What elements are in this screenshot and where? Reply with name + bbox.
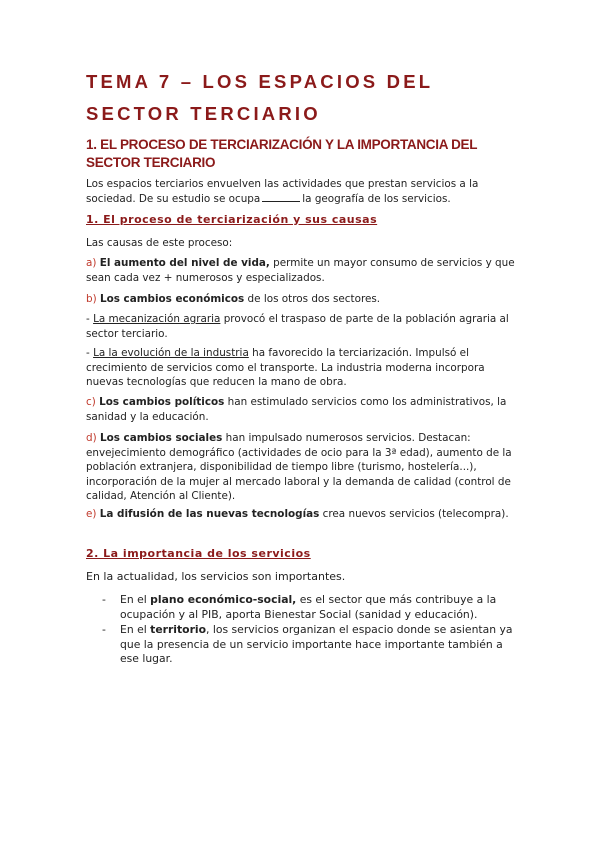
intro-paragraph xyxy=(86,177,516,206)
item-2-pre: En el xyxy=(120,623,151,636)
cause-a-text: permite un mayor consumo de servicios y que sean cada vez + numerosos y especializados. xyxy=(86,257,515,284)
cause-e xyxy=(86,507,516,522)
section-1-heading: 1. El proceso de terciarización y sus causas xyxy=(86,213,378,226)
item-1-text: es el sector que más contribuye a la ocupación y al PIB, aporta Bienestar Social (sanidad y educación). xyxy=(120,593,497,621)
cause-a-bold: El aumento del nivel de vida, xyxy=(99,257,270,269)
item-1-bold: plano económico-social, xyxy=(150,593,297,606)
cause-b-text: de los otros dos sectores. xyxy=(244,293,381,305)
intro-line-1: Los espacios terciarios envuelven las actividades que prestan servicios a la xyxy=(86,178,479,190)
cause-c-text: han estimulado servicios como los administrativos, la sanidad y la educación. xyxy=(86,396,507,423)
cause-e-bold: La difusión de las nuevas tecnologías xyxy=(99,508,320,520)
cause-b-sub-1 xyxy=(86,312,516,341)
cause-a xyxy=(86,256,516,285)
cause-d-marker: d) xyxy=(86,432,97,444)
cause-b-marker: b) xyxy=(86,293,97,305)
importance-item-1 xyxy=(120,593,520,622)
bullet-2-dash: - xyxy=(102,623,106,636)
cause-b-bold: Los cambios económicos xyxy=(99,293,245,305)
sub-1-prefix: - xyxy=(86,313,94,325)
importance-lead: En la actualidad, los servicios son importantes. xyxy=(86,570,346,583)
cause-d-text: han impulsado numerosos servicios. Destacan: envejecimiento demográfico (actividades de ocio para la 3ª edad), aumento de la población extranjera, disponibilidad de tiempo libre (turismo, hostelería...), incorporación de la mujer al mercado laboral y la demanda de calidad (control de calidad, Atención al Cliente). xyxy=(86,432,512,502)
cause-d-bold: Los cambios sociales xyxy=(99,432,223,444)
importance-item-2 xyxy=(120,623,520,667)
section-2-heading: 2. La importancia de los servicios xyxy=(86,547,311,560)
cause-c-marker: c) xyxy=(86,396,96,408)
cause-b-sub-2 xyxy=(86,346,516,390)
sub-2-prefix: - xyxy=(86,347,94,359)
section-subtitle: 1. EL PROCESO DE TERCIARIZACIÓN Y LA IMPORTANCIA DEL SECTOR TERCIARIO xyxy=(86,137,477,170)
cause-c xyxy=(86,395,516,424)
cause-e-text: crea nuevos servicios (telecompra). xyxy=(319,508,509,520)
sub-2-text: ha favorecido la terciarización. Impulsó el crecimiento de servicios como el transporte. La industria moderna incorpora nuevas tecnologías que reducen la mano de obra. xyxy=(86,347,485,388)
sub-1-text: provocó el traspaso de parte de la población agraria al sector terciario. xyxy=(86,313,509,340)
sub-2-underlined: La la evolución de la industria xyxy=(93,347,249,359)
item-1-pre: En el xyxy=(120,593,151,606)
intro-line-2b: la geografía de los servicios. xyxy=(302,192,451,205)
bullet-1-dash: - xyxy=(102,593,106,606)
cause-d xyxy=(86,431,516,504)
sub-1-underlined: La mecanización agraria xyxy=(93,313,221,325)
causes-lead: Las causas de este proceso: xyxy=(86,237,233,249)
cause-c-bold: Los cambios políticos xyxy=(99,396,225,408)
cause-e-marker: e) xyxy=(86,508,97,520)
item-2-text: , los servicios organizan el espacio donde se asientan ya que la presencia de un servicio importante hace importante también a ese lugar. xyxy=(120,623,513,665)
cause-a-marker: a) xyxy=(86,257,97,269)
item-2-bold: territorio xyxy=(150,623,207,636)
intro-line-2a: sociedad. De su estudio se ocupa xyxy=(86,192,261,205)
page-title: TEMA 7 – LOS ESPACIOS DEL SECTOR TERCIARIO xyxy=(86,71,433,124)
cause-b xyxy=(86,292,516,307)
blank-line xyxy=(262,192,300,202)
